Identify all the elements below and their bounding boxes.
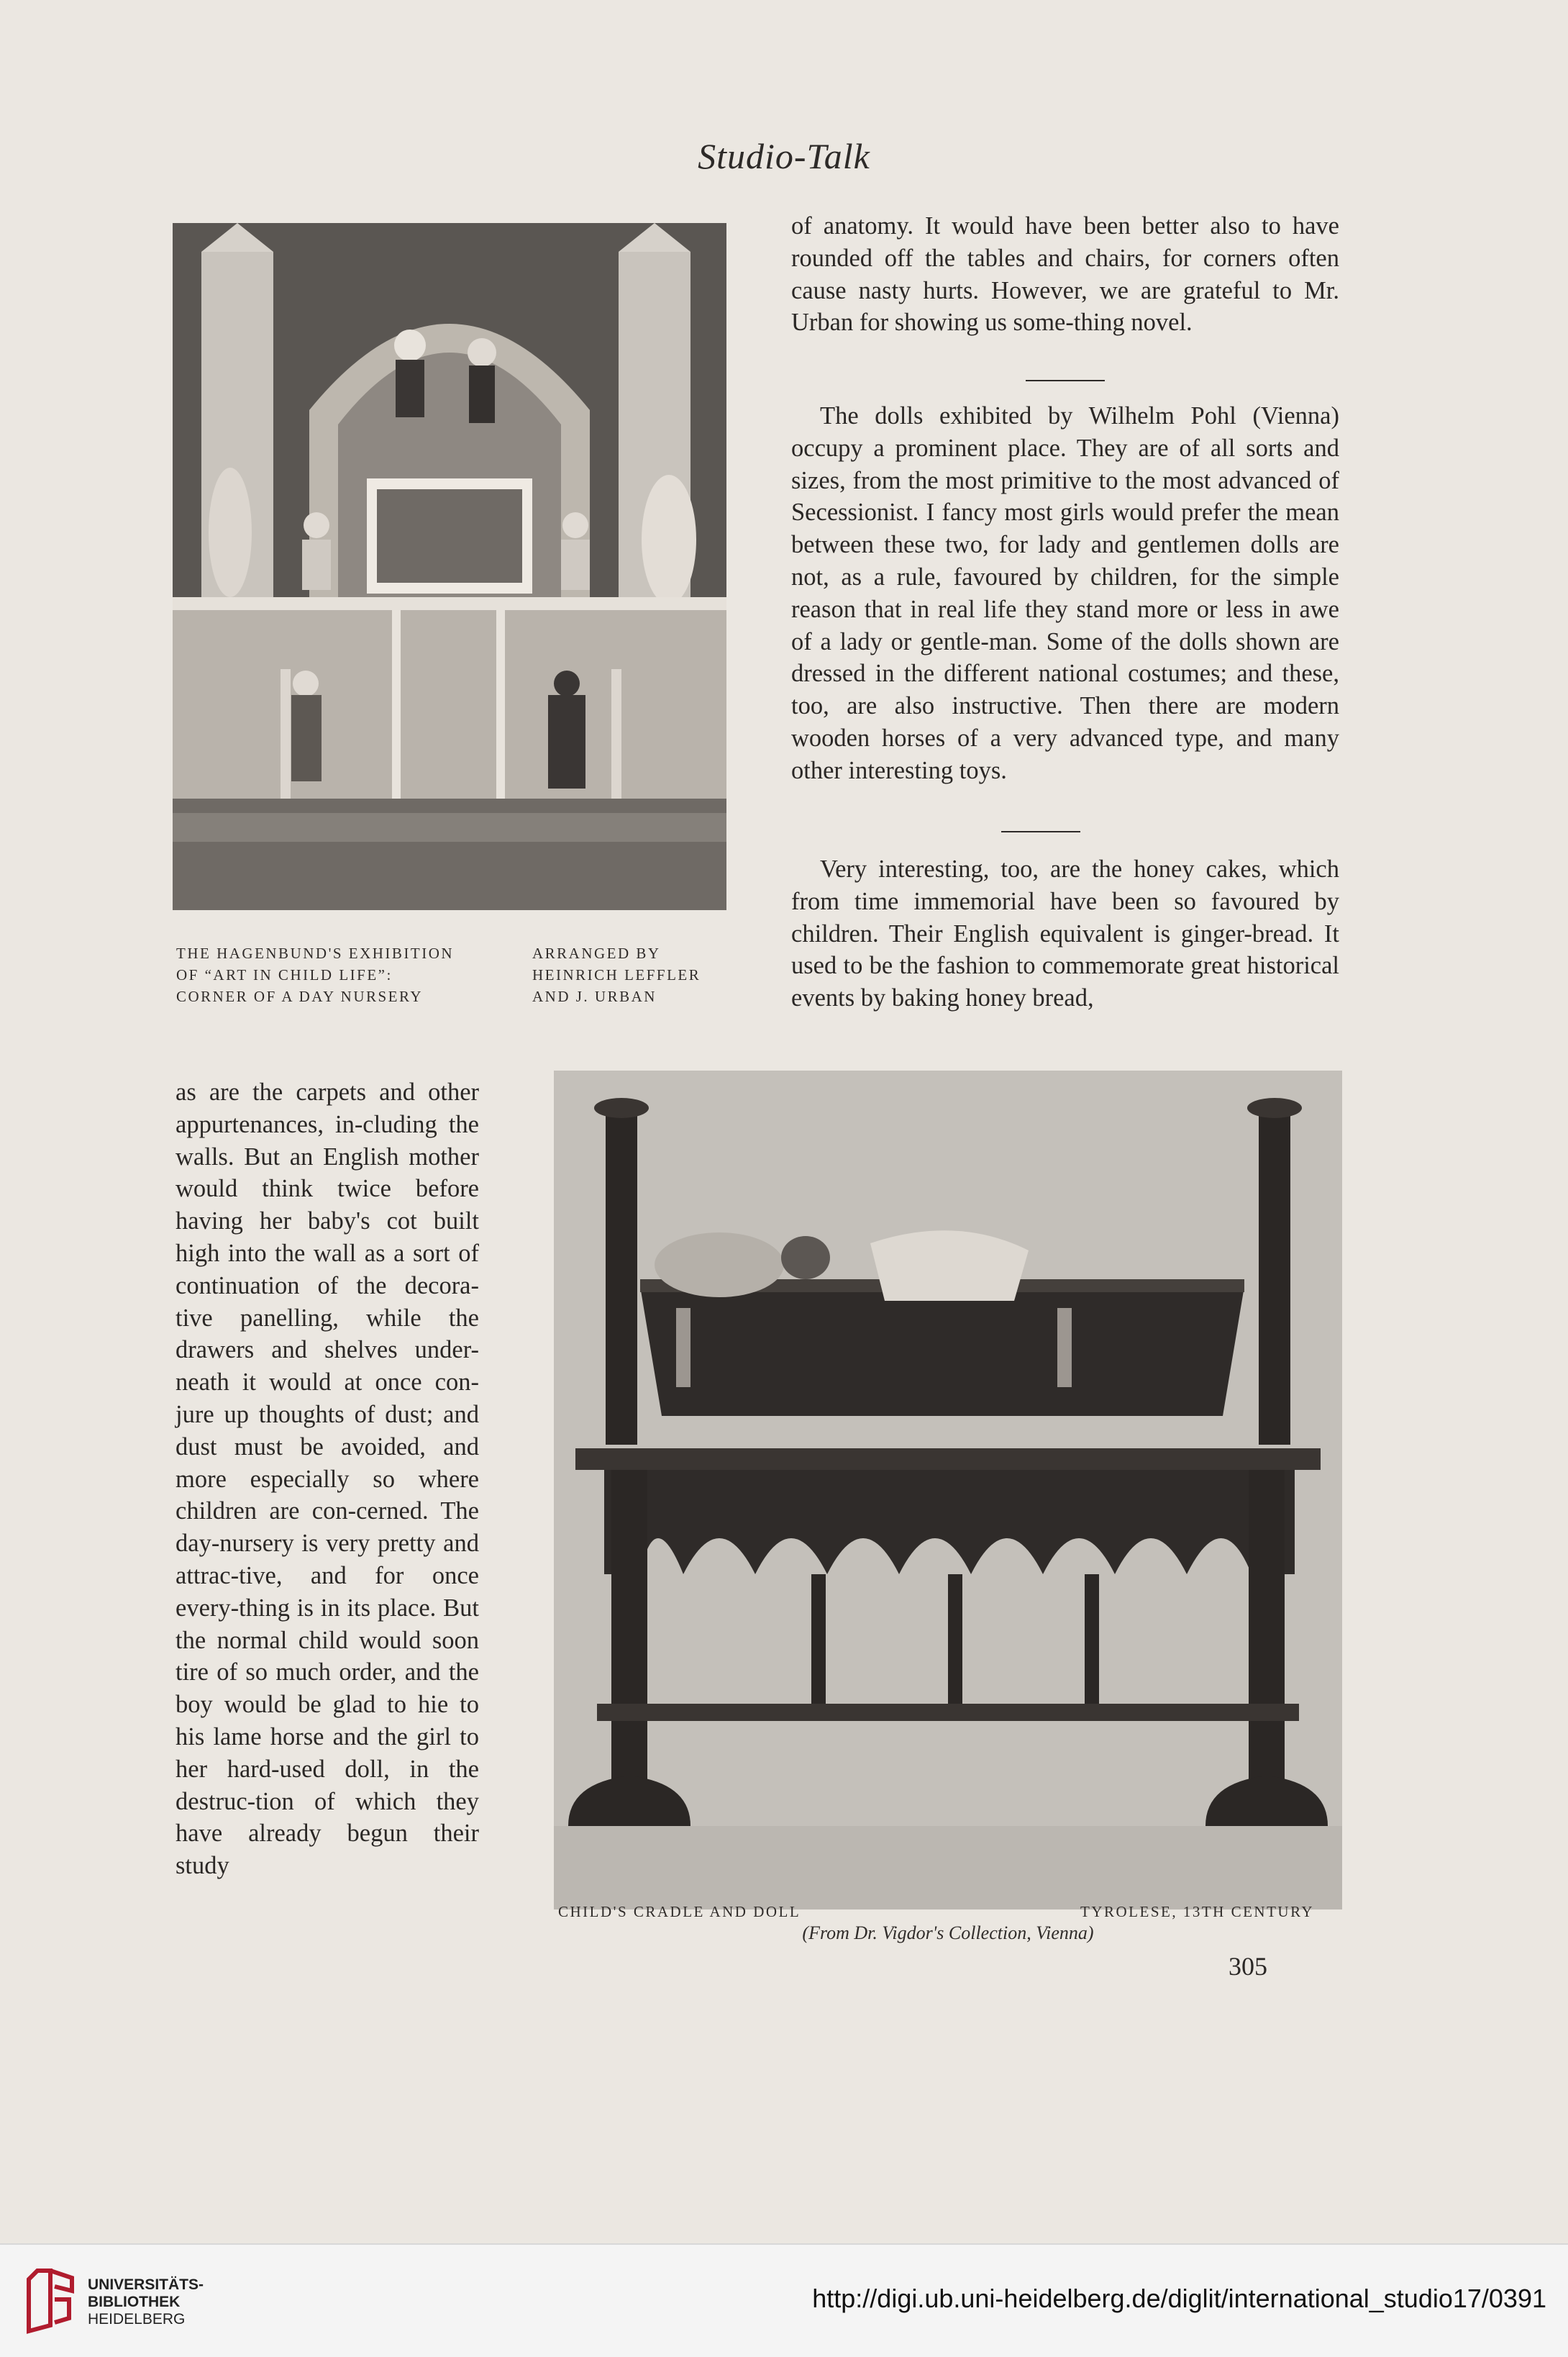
library-name-line1: UNIVERSITÄTS- [88,2276,204,2293]
library-footer [0,2243,1568,2357]
day-nursery-photo [173,223,726,910]
figure1-caption-right-line1: ARRANGED BY [532,945,661,962]
section-rule-1 [1026,380,1105,381]
paragraph-anatomy: of anatomy. It would have been better also to have rounded off the tables and chairs, for corners often cause nasty hurts. However, we are grateful to Mr. Urban for showing us some-thing novel. [791,212,1339,337]
figure1-caption-right-line3: AND J. URBAN [532,988,657,1005]
source-url-link[interactable]: http://digi.ub.uni-heidelberg.de/diglit/international_studio17/0391 [812,2284,1546,2313]
figure1-caption-left [176,943,454,1007]
right-column-text-2 [791,400,1339,787]
cradle-photo [554,1071,1342,1909]
right-column-text-1 [791,210,1339,339]
page-number: 305 [1229,1952,1267,1981]
library-name-line2: BIBLIOTHEK [88,2294,181,2310]
running-head: Studio-Talk [698,136,870,176]
library-name-line3: HEIDELBERG [88,2311,186,2328]
paragraph-dolls: The dolls exhibited by Wilhelm Pohl (Vienna) occupy a prominent place. They are of all sorts and sizes, from the most primitive to the most advanced of Secessionist. I fancy most girls would prefer the mean between these two, for lady and gentlemen dolls are not, as a rule, favoured by children, for the simple reason that in real life they stand more or less in awe of a lady or gentle-man. Some of the dolls shown are dressed in the different national costumes; and these, too, are also instructive. Then there are modern wooden horses of a very advanced type, and many other interesting toys. [791,402,1339,784]
figure2-caption-source: (From Dr. Vigdor's Collection, Vienna) [802,1922,1094,1943]
figure1-caption-right-line2: HEINRICH LEFFLER [532,966,701,984]
right-column-text-3 [791,853,1339,1014]
figure1-caption-left-line3: CORNER OF A DAY NURSERY [176,988,424,1005]
figure1-caption-left-line1: THE HAGENBUND'S EXHIBITION [176,945,455,962]
left-column-text [176,1076,479,1882]
paragraph-nursery: as are the carpets and other appurtenances, in-cluding the walls. But an English mother would think twice before having her baby's cot built high into the wall as a sort of continuation of the decora-tive panelling, while the drawers and shelves under-neath it would at once con-jure up thoughts of dust; and dust must be avoided, and more especially so where children are con-cerned. The day-nursery is very pretty and attrac-tive, and for once every-thing is in its place. But the normal child would soon tire of so much order, and the boy would be glad to hie to his lame horse and the girl to her hard-used doll, in the destruc-tion of which they have already begun their study [176,1078,479,1880]
library-logo-icon [22,2268,82,2334]
library-name [88,2276,204,2328]
figure1-caption-right [532,943,701,1007]
figure1-caption-left-line2: OF “ART IN CHILD LIFE”: [176,966,393,984]
figure2-caption-right: TYROLESE, 13TH CENTURY [1080,1903,1315,1920]
paragraph-honey-cakes: Very interesting, too, are the honey cakes, which from time immemorial have been so favoured by children. Their English equivalent is ginger-bread. It used to be the fashion to commemorate great historical events by baking honey bread, [791,855,1339,1012]
figure2-caption-left: CHILD'S CRADLE AND DOLL [558,1903,801,1920]
section-rule-2 [1001,831,1080,832]
